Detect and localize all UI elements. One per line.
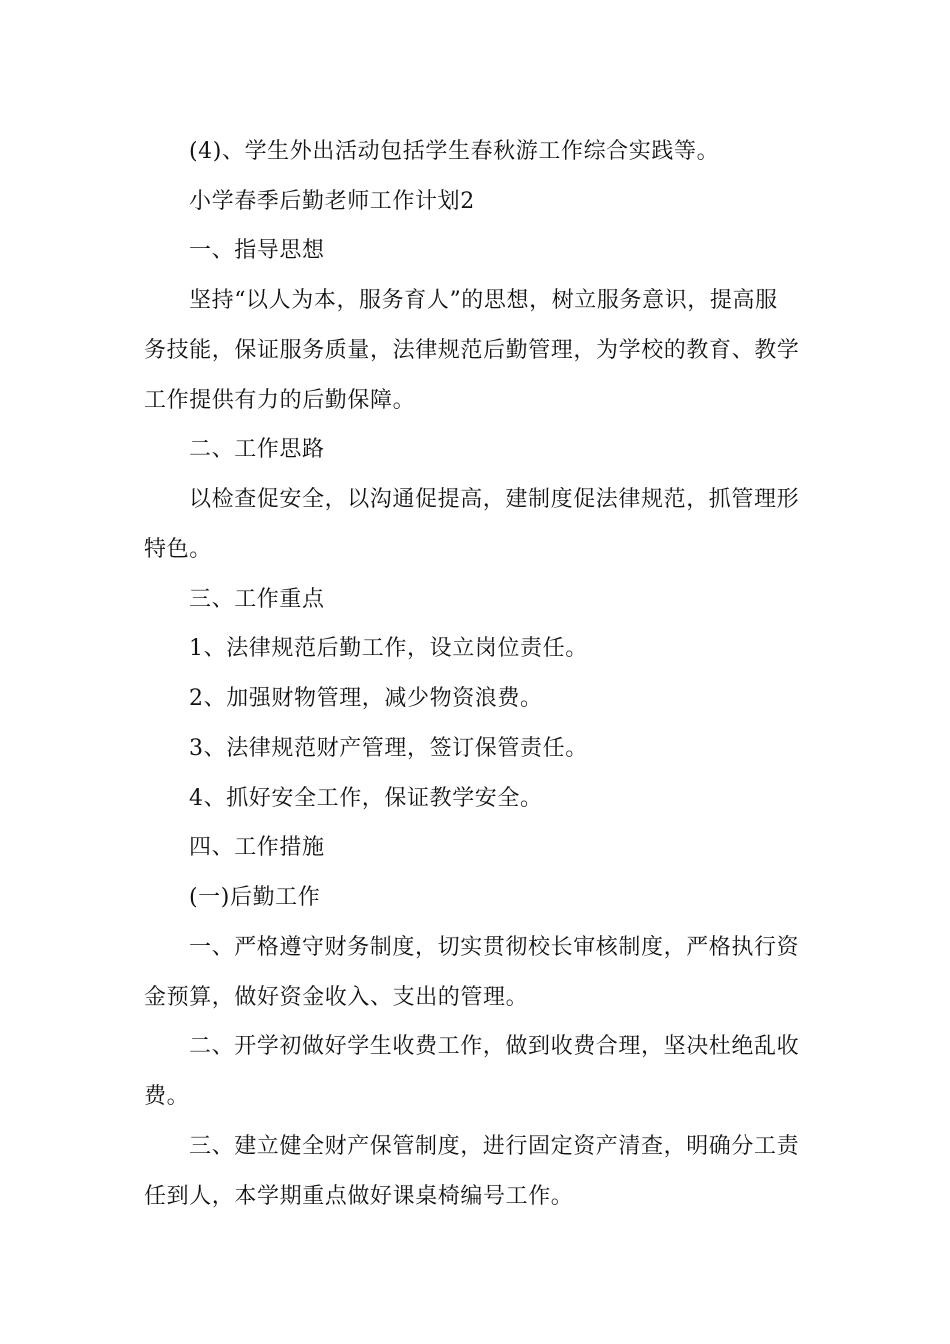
paragraph-line: 一、严格遵守财务制度，切实贯彻校长审核制度，严格执行资 (189, 935, 800, 960)
paragraph-line: 三、建立健全财产保管制度，进行固定资产清查，明确分工责 (189, 1134, 800, 1159)
paragraph-line: (4)、学生外出活动包括学生春秋游工作综合实践等。 (189, 139, 720, 164)
heading-work-approach: 二、工作思路 (189, 437, 325, 462)
heading-work-focus: 三、工作重点 (189, 587, 325, 612)
list-item: 3、法律规范财产管理，签订保管责任。 (189, 736, 588, 761)
list-item: 1、法律规范后勤工作，设立岗位责任。 (189, 636, 588, 661)
heading-work-measures: 四、工作措施 (189, 835, 325, 860)
paragraph-line: 以检查促安全，以沟通促提高，建制度促法律规范，抓管理形 (189, 487, 800, 512)
list-item: 4、抓好安全工作，保证教学安全。 (189, 786, 543, 811)
paragraph-line: 特色。 (144, 537, 212, 562)
section-title: 小学春季后勤老师工作计划2 (189, 189, 475, 214)
subheading-logistics: (一)后勤工作 (189, 885, 321, 910)
paragraph-line: 工作提供有力的后勤保障。 (144, 388, 416, 413)
list-item: 2、加强财物管理，减少物资浪费。 (189, 686, 543, 711)
paragraph-line: 任到人，本学期重点做好课桌椅编号工作。 (144, 1184, 574, 1209)
paragraph-line: 二、开学初做好学生收费工作，做到收费合理，坚决杜绝乱收 (189, 1034, 800, 1059)
paragraph-line: 务技能，保证服务质量，法律规范后勤管理，为学校的教育、教学 (144, 338, 800, 363)
heading-guiding-thought: 一、指导思想 (189, 238, 325, 263)
paragraph-line: 坚持“以人为本，服务育人”的思想，树立服务意识，提高服 (189, 288, 778, 313)
paragraph-line: 金预算，做好资金收入、支出的管理。 (144, 985, 529, 1010)
paragraph-line: 费。 (144, 1084, 190, 1109)
